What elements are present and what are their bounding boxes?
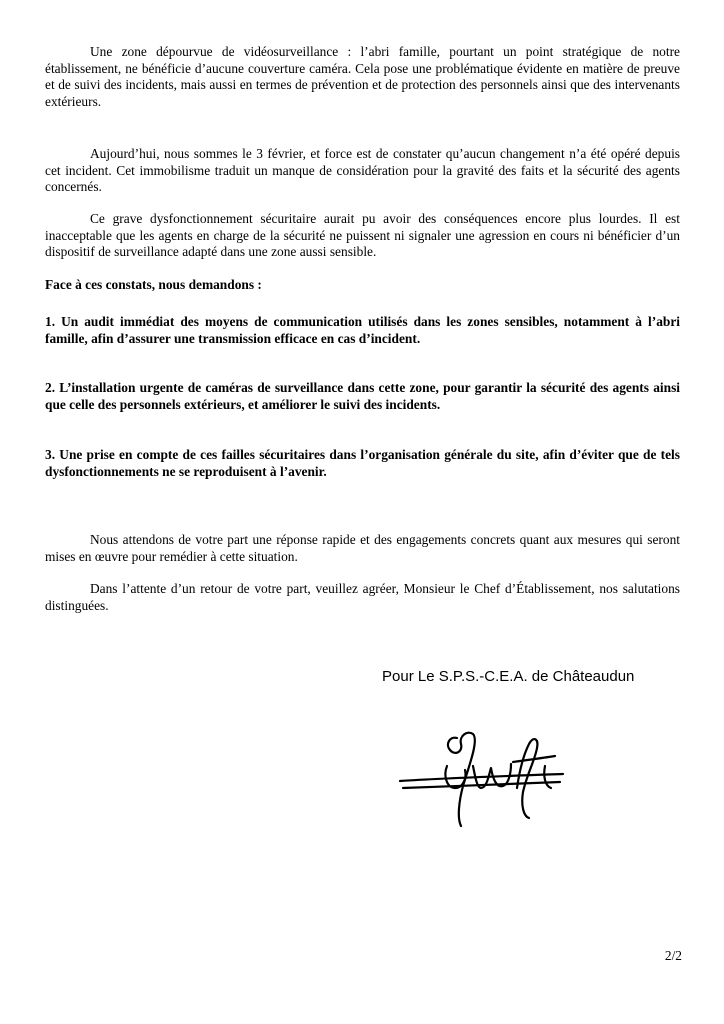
paragraph-no-cctv-zone: Une zone dépourvue de vidéosurveillance : l’abri famille, pourtant un point stratégique de notre établissement, ne bénéficie d’aucune couverture caméra. Cela pose une problématique évidente en matière de preuve et de suivi des incidents, mais aussi en termes de prévention et de protection des personnels ainsi que des intervenants extérieurs. — [45, 44, 680, 109]
demand-item-3: 3. Une prise en compte de ces failles sécuritaires dans l’organisation générale du site, afin d’éviter que de tels dysfonctionnements ne se reproduisent à l’avenir. — [45, 447, 680, 479]
paragraph-security-malfunction: Ce grave dysfonctionnement sécuritaire aurait pu avoir des conséquences encore plus lourdes. Il est inacceptable que les agents en charge de la sécurité ne puissent ni signaler une agression en cours ni bénéficier d’un dispositif de surveillance adapté dans une zone aussi sensible. — [45, 211, 680, 260]
signoff-organization: Pour Le S.P.S.-C.E.A. de Châteaudun — [382, 668, 635, 685]
paragraph-no-change-since-incident: Aujourd’hui, nous sommes le 3 février, et force est de constater qu’aucun changement n’a été opéré depuis cet incident. Cet immobilisme traduit un manque de considération pour la gravité des faits et la sécurité des agents concernés. — [45, 146, 680, 195]
paragraph-awaiting-response: Nous attendons de votre part une réponse rapide et des engagements concrets quant aux mesures qui seront mises en œuvre pour remédier à cette situation. — [45, 532, 680, 564]
demand-item-2: 2. L’installation urgente de caméras de surveillance dans cette zone, pour garantir la sécurité des agents ainsi que celle des personnels extérieurs, et améliorer le suivi des incidents. — [45, 380, 680, 412]
demand-item-1: 1. Un audit immédiat des moyens de communication utilisés dans les zones sensibles, notamment à l’abri famille, afin d’assurer une transmission efficace en cas d’incident. — [45, 314, 680, 346]
handwritten-signature-icon — [395, 726, 570, 836]
paragraph-closing-salutation: Dans l’attente d’un retour de votre part, veuillez agréer, Monsieur le Chef d’Établissement, nos salutations distinguées. — [45, 581, 680, 613]
demands-intro: Face à ces constats, nous demandons : — [45, 277, 262, 292]
page-number: 2/2 — [664, 948, 682, 963]
